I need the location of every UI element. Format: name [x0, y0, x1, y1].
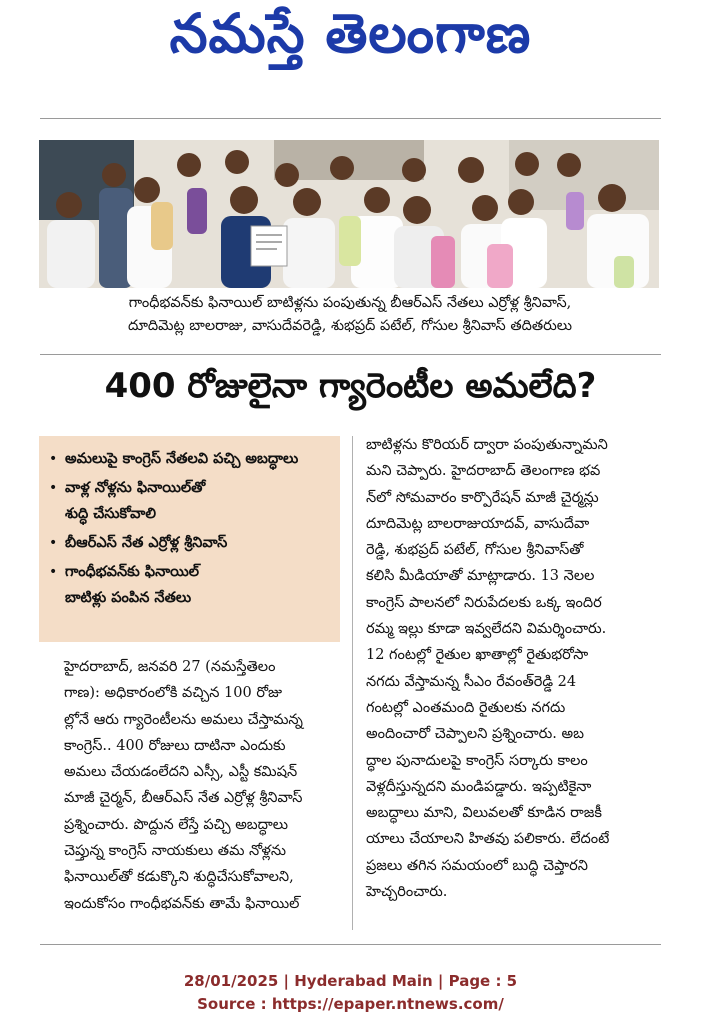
masthead-title: నమస్తే తెలంగాణ — [169, 1, 532, 65]
highlight-line: గాంధీభవన్‌కు ఫినాయిల్ — [65, 564, 200, 580]
caption-line: గాంధీభవన్‌కు ఫినాయిల్ బాటిళ్లను పంపుతున్న బీఆర్‌ఎస్ నేతలు ఎర్రోళ్ల శ్రీనివాస్, — [128, 295, 572, 311]
headline: 400 రోజులైనా గ్యారెంటీల అమలేది? — [104, 366, 597, 406]
news-photo-illustration — [39, 140, 659, 288]
body-line: హెచ్చరించారు. — [366, 884, 448, 901]
footer-source-line[interactable]: Source : https://epaper.ntnews.com/ — [197, 995, 504, 1013]
body-line: వెళ్లదీస్తున్నదని మండిపడ్డారు. ఇప్పటికైనా — [366, 778, 592, 795]
body-line: అందించారో చెప్పాలని ప్రశ్నించారు. అబ — [366, 726, 584, 743]
highlights-box — [39, 436, 340, 642]
body-line: ల్లోనే ఆరు గ్యారెంటీలను అమలు చేస్తామన్న — [64, 711, 303, 728]
highlight-item — [49, 475, 332, 527]
highlight-item — [49, 530, 332, 556]
body-line: 12 గంటల్లో రైతుల ఖాతాల్లో రైతుభరోసా — [366, 647, 589, 664]
photo-caption — [40, 292, 660, 338]
body-line: బాటిళ్లను కొరియర్ ద్వారా పంపుతున్నామని — [366, 437, 608, 453]
footer-edition-line: 28/01/2025 | Hyderabad Main | Page : 5 — [183, 972, 518, 990]
masthead — [0, 0, 701, 80]
caption-line: దూదిమెట్ల బాలరాజు, వాసుదేవరెడ్డి, శుభప్రద్ పటేల్, గోసుల శ్రీనివాస్ తదితరులు — [127, 318, 573, 334]
body-line: ప్రజలు తగిన సమయంలో బుద్ధి చెప్తారని — [366, 857, 588, 874]
article-body-left — [64, 654, 344, 917]
footer-rule — [40, 944, 661, 945]
body-line: అబద్ధాలు మాని, విలువలతో కూడిన రాజకీ — [366, 805, 602, 822]
highlight-line: శుద్ధి చేసుకోవాలి — [65, 506, 156, 522]
body-line: ద్ధాల పునాదులపై కాంగ్రెస్ సర్కారు కాలం — [366, 752, 588, 769]
body-line: నగదు వేస్తామన్న సీఎం రేవంత్‌రెడ్డి 24 — [366, 673, 577, 690]
highlight-line: బీఆర్‌ఎస్ నేత ఎర్రోళ్ల శ్రీనివాస్ — [65, 535, 228, 551]
body-line: యాలు చేయాలని హితవు పలికారు. లేదంటే — [366, 831, 610, 848]
bullet-icon: • — [49, 564, 58, 580]
highlight-item — [49, 559, 332, 611]
article-body-right — [366, 432, 666, 905]
highlight-line: బాటిళ్లు పంపిన నేతలు — [65, 590, 192, 606]
body-line: న్‌లో సోమవారం కార్పొరేషన్ మాజీ చైర్మన్లు — [366, 489, 599, 506]
body-line: ప్రశ్నించారు. పొద్దున లేస్తే పచ్చి అబద్ధాలు — [64, 816, 289, 833]
body-line: మాజీ చైర్మన్, బీఆర్‌ఎస్ నేత ఎర్రోళ్ల శ్రీనివాస్ — [64, 790, 303, 807]
highlight-line: వాళ్ల నోళ్లను ఫినాయిల్‌తో — [65, 480, 206, 496]
body-line: కలిసి మీడియాతో మాట్లాడారు. 13 నెలల — [366, 568, 595, 585]
body-line: రమ్మ ఇల్లు కూడా ఇవ్వలేదని విమర్శించారు. — [366, 621, 607, 638]
highlight-item — [49, 446, 332, 472]
body-line: అమలు చేయడంలేదని ఎస్సీ, ఎస్టీ కమిషన్ — [64, 764, 298, 781]
column-divider — [352, 436, 353, 930]
body-line: కాంగ్రెస్.. 400 రోజులు దాటినా ఎందుకు — [64, 737, 286, 754]
bullet-icon: • — [49, 451, 58, 467]
body-line: గంటల్లో ఎంతమంది రైతులకు నగదు — [366, 699, 566, 716]
body-line: ఫినాయిల్‌తో కడుక్కొని శుద్ధిచేసుకోవాలని, — [64, 869, 294, 886]
body-line: హైదరాబాద్, జనవరి 27 (నమస్తేతెలం — [64, 659, 276, 675]
body-line: ఇందుకోసం గాంధీభవన్‌కు తామే ఫినాయిల్ — [64, 895, 300, 912]
body-line: దూదిమెట్ల బాలరాజుయాదవ్, వాసుదేవా — [366, 515, 590, 532]
body-line: కాంగ్రెస్ పాలనలో నిరుపేదలకు ఒక్క ఇందిర — [366, 594, 602, 611]
caption-rule — [40, 354, 661, 355]
highlight-line: అమలుపై కాంగ్రెస్ నేతలవి పచ్చి అబద్ధాలు — [65, 451, 299, 467]
masthead-rule — [40, 118, 661, 119]
body-line: రెడ్డి, శుభప్రద్ పటేల్, గోసుల శ్రీనివాస్‌తో — [366, 542, 584, 559]
body-line: చెప్తున్న కాంగ్రెస్ నాయకులు తమ నోళ్లను — [64, 843, 287, 860]
bullet-icon: • — [49, 535, 58, 551]
bullet-icon: • — [49, 480, 58, 496]
body-line: మని చెప్పారు. హైదరాబాద్ తెలంగాణ భవ — [366, 463, 601, 480]
news-photo — [39, 140, 659, 288]
body-line: గాణ): అధికారంలోకి వచ్చిన 100 రోజు — [64, 685, 282, 702]
